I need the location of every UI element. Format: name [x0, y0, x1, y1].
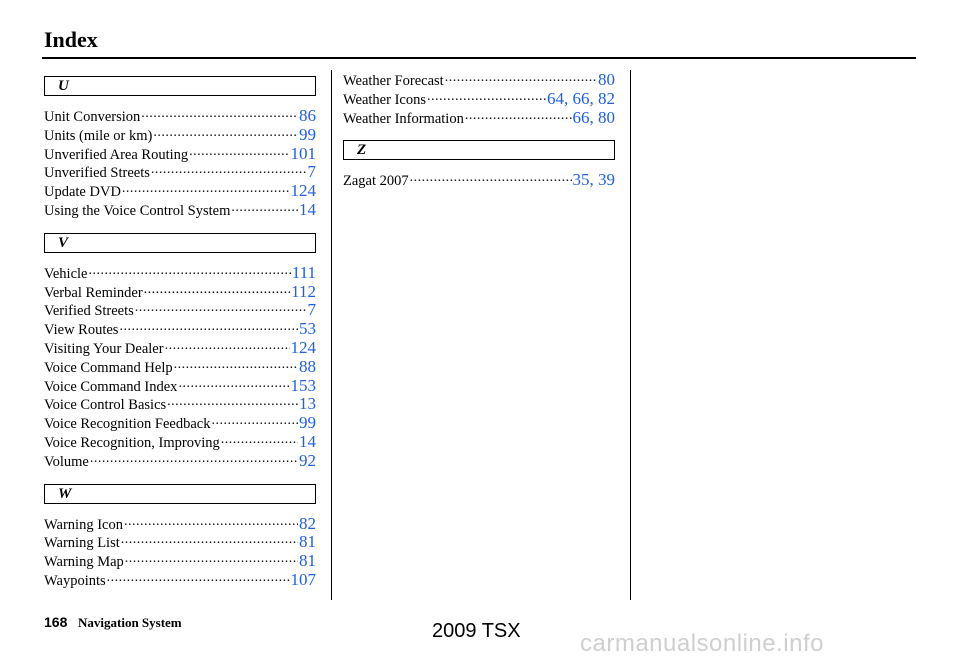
dot-leader: [174, 358, 298, 372]
entry-name: Verbal Reminder: [44, 284, 143, 301]
entry-name: Volume: [44, 453, 89, 470]
index-entry: [44, 162, 316, 181]
index-entry: [44, 394, 316, 413]
page-link[interactable]: 80: [598, 70, 615, 89]
index-section: [343, 140, 615, 189]
dot-leader: [151, 163, 307, 177]
page-link[interactable]: 7: [307, 162, 316, 182]
dot-leader: [107, 571, 290, 585]
page-link[interactable]: 82: [299, 513, 316, 533]
index-entry: [44, 300, 316, 319]
index-section: [44, 233, 316, 470]
index-column-2: [343, 70, 615, 203]
entry-name: View Routes: [44, 322, 119, 339]
dot-leader: [124, 515, 298, 529]
entry-name: Unverified Area Routing: [44, 146, 189, 163]
page-link[interactable]: 35, 39: [572, 170, 615, 190]
dot-leader: [178, 377, 289, 391]
title-rule: [42, 57, 916, 59]
index-entry: [44, 376, 316, 395]
index-entry: [44, 357, 316, 376]
page-link[interactable]: 53: [299, 319, 316, 339]
page-link[interactable]: 124: [290, 337, 316, 357]
page-link[interactable]: 66, 80: [572, 107, 615, 127]
index-section: [44, 76, 316, 219]
index-entry: [44, 413, 316, 432]
index-entry: [44, 319, 316, 338]
index-section: [44, 484, 316, 589]
entry-name: Update DVD: [44, 184, 121, 201]
page-link[interactable]: 64, 66, 82: [547, 88, 615, 108]
entry-name: Waypoints: [44, 572, 106, 589]
entry-name: Warning Map: [44, 554, 124, 571]
footer-label: Navigation System: [78, 615, 182, 630]
index-entry: [44, 181, 316, 200]
entry-name: Visiting Your Dealer: [44, 340, 164, 357]
page-link[interactable]: 107: [290, 569, 316, 589]
page-link[interactable]: 111: [291, 262, 316, 282]
page-link[interactable]: 112: [291, 281, 316, 301]
column-divider: [630, 70, 631, 600]
page-link[interactable]: 14: [299, 431, 316, 451]
entry-name: Unverified Streets: [44, 165, 150, 182]
dot-leader: [427, 90, 546, 104]
page-link[interactable]: 13: [299, 394, 316, 414]
page-link[interactable]: 7: [307, 300, 316, 320]
dot-leader: [90, 452, 298, 466]
index-entry: [44, 144, 316, 163]
page-title: Index: [44, 27, 98, 52]
page-link[interactable]: 88: [299, 356, 316, 376]
dot-leader: [141, 107, 298, 121]
dot-leader: [153, 126, 298, 140]
dot-leader: [125, 552, 298, 566]
entry-name: Warning List: [44, 535, 120, 552]
page-link[interactable]: 86: [299, 106, 316, 125]
watermark: carmanualsonline.info: [580, 630, 824, 657]
entry-name: Voice Recognition, Improving: [44, 434, 220, 451]
entry-name: Vehicle: [44, 265, 88, 282]
entry-name: Weather Information: [343, 110, 464, 127]
dot-leader: [465, 109, 572, 123]
index-section: [343, 70, 615, 126]
section-letter-header: V: [44, 233, 316, 253]
index-entry: [44, 451, 316, 470]
dot-leader: [410, 171, 572, 185]
entry-name: Voice Command Index: [44, 378, 178, 395]
dot-leader: [165, 339, 290, 353]
index-entry: [44, 263, 316, 282]
index-entry: [44, 200, 316, 219]
page-link[interactable]: 153: [290, 375, 316, 395]
dot-leader: [122, 182, 290, 196]
entry-name: Zagat 2007: [343, 173, 409, 190]
footer-model: 2009 TSX: [432, 620, 521, 642]
entry-name: Using the Voice Control System: [44, 202, 231, 219]
entry-name: Weather Icons: [343, 91, 426, 108]
section-letter-header: Z: [343, 140, 615, 160]
index-entry: [44, 106, 316, 125]
page-link[interactable]: 101: [290, 143, 316, 163]
entry-name: Voice Command Help: [44, 359, 173, 376]
dot-leader: [135, 301, 307, 315]
index-entry: [44, 432, 316, 451]
index-entry: [44, 551, 316, 570]
index-entry: [343, 170, 615, 189]
index-column-1: [44, 76, 316, 603]
page-link[interactable]: 92: [299, 450, 316, 470]
page-link[interactable]: 14: [299, 199, 316, 219]
page-link[interactable]: 124: [290, 181, 316, 201]
entry-name: Warning Icon: [44, 516, 123, 533]
dot-leader: [221, 433, 298, 447]
index-entry: [44, 338, 316, 357]
index-entry: [44, 570, 316, 589]
entry-name: Voice Recognition Feedback: [44, 416, 211, 433]
index-entry: [44, 514, 316, 533]
section-letter-header: W: [44, 484, 316, 504]
dot-leader: [231, 201, 298, 215]
index-entry: [44, 532, 316, 551]
dot-leader: [88, 264, 290, 278]
entry-name: Weather Forecast: [343, 73, 444, 89]
column-divider: [331, 70, 332, 600]
dot-leader: [445, 71, 597, 85]
entry-name: Voice Control Basics: [44, 397, 167, 414]
page-link[interactable]: 81: [299, 551, 316, 571]
entry-name: Unit Conversion: [44, 109, 141, 125]
dot-leader: [144, 283, 290, 297]
entry-name: Verified Streets: [44, 303, 134, 320]
index-entry: [343, 70, 615, 89]
page-link[interactable]: 99: [299, 413, 316, 433]
page-number: 168: [44, 614, 68, 630]
dot-leader: [121, 533, 298, 547]
dot-leader: [211, 414, 298, 428]
dot-leader: [189, 145, 289, 159]
index-entry: [343, 108, 615, 127]
dot-leader: [119, 320, 298, 334]
page-link[interactable]: 99: [299, 124, 316, 144]
index-entry: [343, 89, 615, 108]
entry-name: Units (mile or km): [44, 127, 153, 144]
index-entry: [44, 125, 316, 144]
index-entry: [44, 282, 316, 301]
section-letter-header: U: [44, 76, 316, 96]
page-link[interactable]: 81: [299, 532, 316, 552]
dot-leader: [167, 395, 298, 409]
